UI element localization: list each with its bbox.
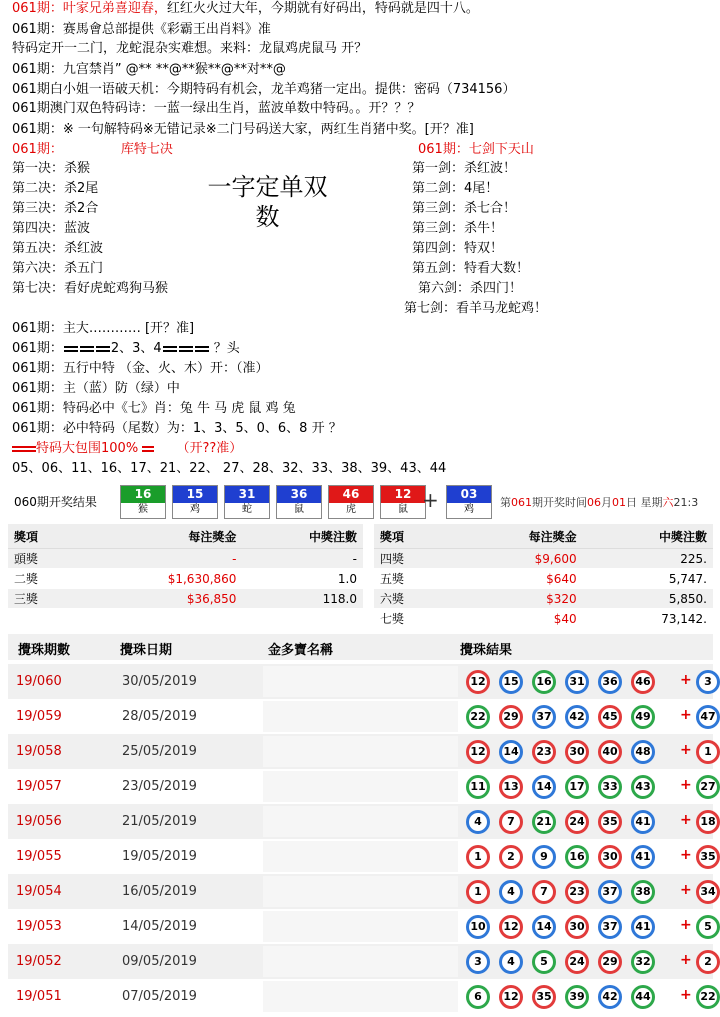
history-plus-sign: + <box>680 917 692 933</box>
prize-table-header: 每注獎金 <box>452 524 582 549</box>
left-title-prefix: 061期： <box>12 142 63 157</box>
history-header-name: 金多寶名稱 <box>268 643 334 658</box>
bar-decoration <box>96 346 110 352</box>
prize-winners: 118.0 <box>242 589 363 609</box>
right-tip-item: 第七剑：看羊马龙蛇鸡！ <box>404 301 548 316</box>
history-ball: 29 <box>499 705 523 729</box>
history-ball: 9 <box>532 845 556 869</box>
history-extra-ball: 27 <box>696 775 720 799</box>
right-tip-item: 第六剑：杀四门！ <box>418 281 523 296</box>
history-ball: 11 <box>466 775 490 799</box>
history-period-link[interactable]: 19/059 <box>16 709 62 724</box>
prize-table-left <box>8 524 363 609</box>
history-ball: 16 <box>565 845 589 869</box>
history-ball: 41 <box>631 810 655 834</box>
history-ball: 23 <box>565 880 589 904</box>
result-special-ball <box>446 485 492 519</box>
center-big-text: 一字定单双 数 <box>207 173 328 231</box>
number-list: 05、06、11、16、17、21、22、 27、28、32、33、38、39、43、44 <box>12 461 447 476</box>
bar-decoration <box>64 346 78 352</box>
history-gold-name-cell <box>263 946 458 977</box>
prize-row <box>374 609 713 629</box>
result-ball <box>224 485 270 519</box>
mid-line-7 <box>12 440 242 458</box>
result-ball-number: 15 <box>173 486 217 503</box>
history-ball: 43 <box>631 775 655 799</box>
prize-amount: $9,600 <box>452 549 582 569</box>
history-extra-ball: 5 <box>696 915 720 939</box>
history-extra-ball: 2 <box>696 950 720 974</box>
result-ball-zodiac: 虎 <box>346 504 356 515</box>
result-ball <box>328 485 374 519</box>
info-period: 061 <box>511 496 532 509</box>
prize-table-header: 獎項 <box>8 524 80 549</box>
history-ball: 6 <box>466 985 490 1009</box>
prize-winners: - <box>242 549 363 569</box>
mid-line-2-suffix: ？头 <box>213 341 240 356</box>
history-date: 09/05/2019 <box>122 954 197 969</box>
history-extra-ball: 1 <box>696 740 720 764</box>
history-header <box>8 634 713 660</box>
history-ball: 45 <box>598 705 622 729</box>
mid-line-6: 061期：必中特码（尾数）为：1、3、5、0、6、8 开 ？ <box>12 421 342 436</box>
red-bar-decoration <box>142 446 154 452</box>
left-tip-item: 第六决：杀五门 <box>12 261 104 276</box>
history-row <box>8 734 713 769</box>
history-plus-sign: + <box>680 777 692 793</box>
history-date: 25/05/2019 <box>122 744 197 759</box>
history-ball: 49 <box>631 705 655 729</box>
result-ball-zodiac: 鼠 <box>398 504 408 515</box>
history-ball: 35 <box>598 810 622 834</box>
history-ball: 12 <box>499 985 523 1009</box>
history-ball: 1 <box>466 880 490 904</box>
history-header-date: 攪珠日期 <box>120 643 173 658</box>
prize-row <box>8 549 363 569</box>
history-ball: 24 <box>565 810 589 834</box>
history-row <box>8 839 716 874</box>
info-time: 21:3 <box>673 496 699 509</box>
info-text: 期开奖时间 <box>532 496 587 509</box>
mid-line-2 <box>12 340 240 358</box>
history-ball: 4 <box>499 950 523 974</box>
forecast-line-4: 061期：九宫禁肖” @** **@**猴**@**对**@ <box>12 62 286 77</box>
history-row <box>8 664 713 699</box>
result-ball-number: 03 <box>447 486 491 503</box>
result-ball-zodiac: 鸡 <box>190 504 200 515</box>
history-gold-name-cell <box>263 806 458 837</box>
prize-table-right <box>374 524 713 629</box>
history-ball: 14 <box>499 740 523 764</box>
prize-row <box>8 569 363 589</box>
bar-decoration <box>195 346 209 352</box>
history-row <box>8 804 716 839</box>
history-row <box>8 769 716 804</box>
prize-tier: 六獎 <box>374 589 452 609</box>
history-ball: 4 <box>499 880 523 904</box>
history-ball: 37 <box>598 880 622 904</box>
prize-table-header: 中獎注數 <box>583 524 713 549</box>
history-period-link[interactable]: 19/060 <box>16 674 62 689</box>
mid-line-2-numbers: 2、3、4 <box>110 341 162 356</box>
result-ball <box>172 485 218 519</box>
info-text: 日 星期 <box>626 496 663 509</box>
left-tip-item: 第三决：杀2合 <box>12 201 99 216</box>
history-ball: 41 <box>631 915 655 939</box>
history-ball: 37 <box>598 915 622 939</box>
prize-tier: 五獎 <box>374 569 452 589</box>
result-ball-zodiac: 鸡 <box>464 504 474 515</box>
history-header-period: 攪珠期數 <box>18 643 71 658</box>
prize-row <box>374 589 713 609</box>
result-label: 060期开奖结果 <box>14 495 97 509</box>
history-ball: 46 <box>631 670 655 694</box>
history-ball: 22 <box>466 705 490 729</box>
history-ball: 33 <box>598 775 622 799</box>
red-bar-decoration <box>12 446 36 452</box>
history-row <box>8 979 716 1014</box>
mid-line-4: 061期：主（蓝）防（绿）中 <box>12 381 180 396</box>
history-period-link[interactable]: 19/057 <box>16 779 62 794</box>
prize-winners: 5,850. <box>583 589 713 609</box>
left-title-name: 库特七决 <box>120 142 173 157</box>
mid-line-1: 061期：主大………… [开？准] <box>12 321 195 336</box>
history-gold-name-cell <box>263 736 458 767</box>
bar-decoration <box>80 346 94 352</box>
right-column-title <box>418 141 534 159</box>
history-ball: 29 <box>598 950 622 974</box>
history-ball: 42 <box>565 705 589 729</box>
history-gold-name-cell <box>263 841 458 872</box>
prize-amount: $1,630,860 <box>80 569 242 589</box>
history-ball: 30 <box>565 915 589 939</box>
history-ball: 4 <box>466 810 490 834</box>
history-gold-name-cell <box>263 666 458 697</box>
prize-tier: 二獎 <box>8 569 80 589</box>
history-period-link[interactable]: 19/052 <box>16 954 62 969</box>
left-column-title <box>12 141 173 159</box>
right-tip-item: 第三剑：杀牛！ <box>412 221 504 236</box>
history-ball: 7 <box>499 810 523 834</box>
right-title-name: 七剑下天山 <box>468 142 534 157</box>
result-ball <box>380 485 426 519</box>
forecast-line-5: 061期白小姐一语破天机：今期特码有机会，龙羊鸡猪一定出。提供：密码（734156） <box>12 82 516 97</box>
history-ball: 14 <box>532 915 556 939</box>
prize-table-header: 獎項 <box>374 524 452 549</box>
forecast-line-1-red: 061期：叶家兄弟喜迎春， <box>12 1 167 16</box>
prize-winners: 73,142. <box>583 609 713 629</box>
left-tip-item: 第四决：蓝波 <box>12 221 91 236</box>
result-ball-number: 31 <box>225 486 269 503</box>
history-plus-sign: + <box>680 987 692 1003</box>
history-period-link[interactable]: 19/055 <box>16 849 62 864</box>
history-ball: 2 <box>499 845 523 869</box>
right-title-prefix: 061期： <box>418 142 469 157</box>
mid-line-7-text: 特码大包围100% <box>36 441 139 456</box>
left-tip-item: 第五决：杀红波 <box>12 241 104 256</box>
history-plus-sign: + <box>680 847 692 863</box>
bar-decoration <box>163 346 177 352</box>
history-date: 14/05/2019 <box>122 919 197 934</box>
info-text: 月 <box>601 496 612 509</box>
info-month: 06 <box>587 496 601 509</box>
right-tip-item: 第四剑：特双！ <box>412 241 504 256</box>
result-ball-zodiac: 鼠 <box>294 504 304 515</box>
history-gold-name-cell <box>263 981 458 1012</box>
info-day: 01 <box>612 496 626 509</box>
plus-sign: + <box>422 488 439 512</box>
history-ball: 39 <box>565 985 589 1009</box>
prize-table-header: 中獎注數 <box>242 524 363 549</box>
prize-tier: 頭獎 <box>8 549 80 569</box>
prize-amount: $36,850 <box>80 589 242 609</box>
history-period-link[interactable]: 19/058 <box>16 744 62 759</box>
info-text: 第 <box>500 496 511 509</box>
prize-winners: 5,747. <box>583 569 713 589</box>
history-ball: 48 <box>631 740 655 764</box>
history-ball: 38 <box>631 880 655 904</box>
history-ball: 12 <box>499 915 523 939</box>
history-gold-name-cell <box>263 876 458 907</box>
history-extra-ball: 34 <box>696 880 720 904</box>
history-plus-sign: + <box>680 707 692 723</box>
history-plus-sign: + <box>680 672 692 688</box>
history-ball: 41 <box>631 845 655 869</box>
history-date: 19/05/2019 <box>122 849 197 864</box>
history-period-link[interactable]: 19/056 <box>16 814 62 829</box>
history-row <box>8 944 713 979</box>
prize-winners: 225. <box>583 549 713 569</box>
history-extra-ball: 3 <box>696 670 720 694</box>
history-ball: 16 <box>532 670 556 694</box>
history-ball: 31 <box>565 670 589 694</box>
history-ball: 3 <box>466 950 490 974</box>
history-ball: 24 <box>565 950 589 974</box>
result-ball-number: 46 <box>329 486 373 503</box>
history-row <box>8 874 716 909</box>
forecast-line-1 <box>12 0 479 18</box>
history-ball: 35 <box>532 985 556 1009</box>
history-ball: 23 <box>532 740 556 764</box>
history-gold-name-cell <box>263 701 458 732</box>
history-ball: 21 <box>532 810 556 834</box>
info-weekday: 六 <box>662 496 674 509</box>
history-plus-sign: + <box>680 812 692 828</box>
history-plus-sign: + <box>680 882 692 898</box>
history-ball: 7 <box>532 880 556 904</box>
result-ball <box>276 485 322 519</box>
history-ball: 30 <box>598 845 622 869</box>
prize-tier: 三獎 <box>8 589 80 609</box>
forecast-line-2: 061期：赛馬會总部提供《彩霸王出肖料》准 <box>12 22 271 37</box>
prize-row <box>8 589 363 609</box>
history-header-result: 攪珠結果 <box>460 643 513 658</box>
history-plus-sign: + <box>680 952 692 968</box>
history-ball: 40 <box>598 740 622 764</box>
result-ball-zodiac: 猴 <box>138 504 148 515</box>
history-gold-name-cell <box>263 911 458 942</box>
forecast-line-1-text: 红红火火过大年，今期就有好码出，特码就是四十八。 <box>166 1 479 16</box>
prize-row <box>374 549 713 569</box>
right-tip-item: 第一剑：杀红波！ <box>412 161 517 176</box>
history-ball: 10 <box>466 915 490 939</box>
history-date: 21/05/2019 <box>122 814 197 829</box>
mid-line-2-prefix: 061期： <box>12 341 63 356</box>
mid-line-5: 061期：特码必中《七》肖：兔 牛 马 虎 鼠 鸡 兔 <box>12 401 296 416</box>
history-date: 16/05/2019 <box>122 884 197 899</box>
right-tip-item: 第二剑：4尾！ <box>412 181 499 196</box>
prize-winners: 1.0 <box>242 569 363 589</box>
history-ball: 12 <box>466 670 490 694</box>
bar-decoration <box>179 346 193 352</box>
history-extra-ball: 18 <box>696 810 720 834</box>
left-tip-item: 第七决：看好虎蛇鸡狗马猴 <box>12 281 169 296</box>
result-ball-number: 16 <box>121 486 165 503</box>
latest-result-row <box>0 484 713 518</box>
result-ball-number: 12 <box>381 486 425 503</box>
history-period-link[interactable]: 19/054 <box>16 884 62 899</box>
prize-row <box>374 569 713 589</box>
history-row <box>8 699 716 734</box>
result-ball-number: 36 <box>277 486 321 503</box>
history-ball: 1 <box>466 845 490 869</box>
forecast-line-3: 特码定开一二门，龙蛇混杂实难想。来料：龙鼠鸡虎鼠马 开？ <box>12 41 368 56</box>
history-extra-ball: 22 <box>696 985 720 1009</box>
prize-amount: $320 <box>452 589 582 609</box>
history-ball: 30 <box>565 740 589 764</box>
history-plus-sign: + <box>680 742 692 758</box>
mid-line-7-suffix: （开??准） <box>176 441 243 456</box>
forecast-line-7: 061期：※ 一句解特码※无错记录※二门号码送大家，两红生肖猪中奖。[开？准] <box>12 122 474 137</box>
history-date: 28/05/2019 <box>122 709 197 724</box>
prize-amount: - <box>80 549 242 569</box>
history-date: 23/05/2019 <box>122 779 197 794</box>
history-ball: 14 <box>532 775 556 799</box>
history-row <box>8 909 713 944</box>
right-tip-item: 第三剑：杀七合！ <box>412 201 517 216</box>
history-ball: 42 <box>598 985 622 1009</box>
prize-tier: 四獎 <box>374 549 452 569</box>
history-ball: 37 <box>532 705 556 729</box>
prize-tier: 七獎 <box>374 609 452 629</box>
mid-line-3: 061期：五行中特 （金、火、木）开：（准） <box>12 361 269 376</box>
history-extra-ball: 47 <box>696 705 720 729</box>
result-ball <box>120 485 166 519</box>
history-date: 30/05/2019 <box>122 674 197 689</box>
prize-table-header: 每注獎金 <box>80 524 242 549</box>
history-ball: 13 <box>499 775 523 799</box>
left-tip-item: 第二决：杀2尾 <box>12 181 99 196</box>
forecast-line-6: 061期澳门双色特码诗：一蓝一绿出生肖，蓝波单数中特码。。开？？？ <box>12 101 421 116</box>
history-extra-ball: 35 <box>696 845 720 869</box>
right-tip-item: 第五剑：特看大数！ <box>412 261 530 276</box>
prize-amount: $40 <box>452 609 582 629</box>
history-period-link[interactable]: 19/053 <box>16 919 62 934</box>
history-ball: 36 <box>598 670 622 694</box>
history-ball: 17 <box>565 775 589 799</box>
history-ball: 12 <box>466 740 490 764</box>
history-ball: 5 <box>532 950 556 974</box>
history-ball: 32 <box>631 950 655 974</box>
history-ball: 15 <box>499 670 523 694</box>
history-gold-name-cell <box>263 771 458 802</box>
history-date: 07/05/2019 <box>122 989 197 1004</box>
left-tip-item: 第一决：杀猴 <box>12 161 91 176</box>
next-draw-info <box>500 494 698 510</box>
result-ball-zodiac: 蛇 <box>242 504 252 515</box>
prize-amount: $640 <box>452 569 582 589</box>
history-ball: 44 <box>631 985 655 1009</box>
history-period-link[interactable]: 19/051 <box>16 989 62 1004</box>
